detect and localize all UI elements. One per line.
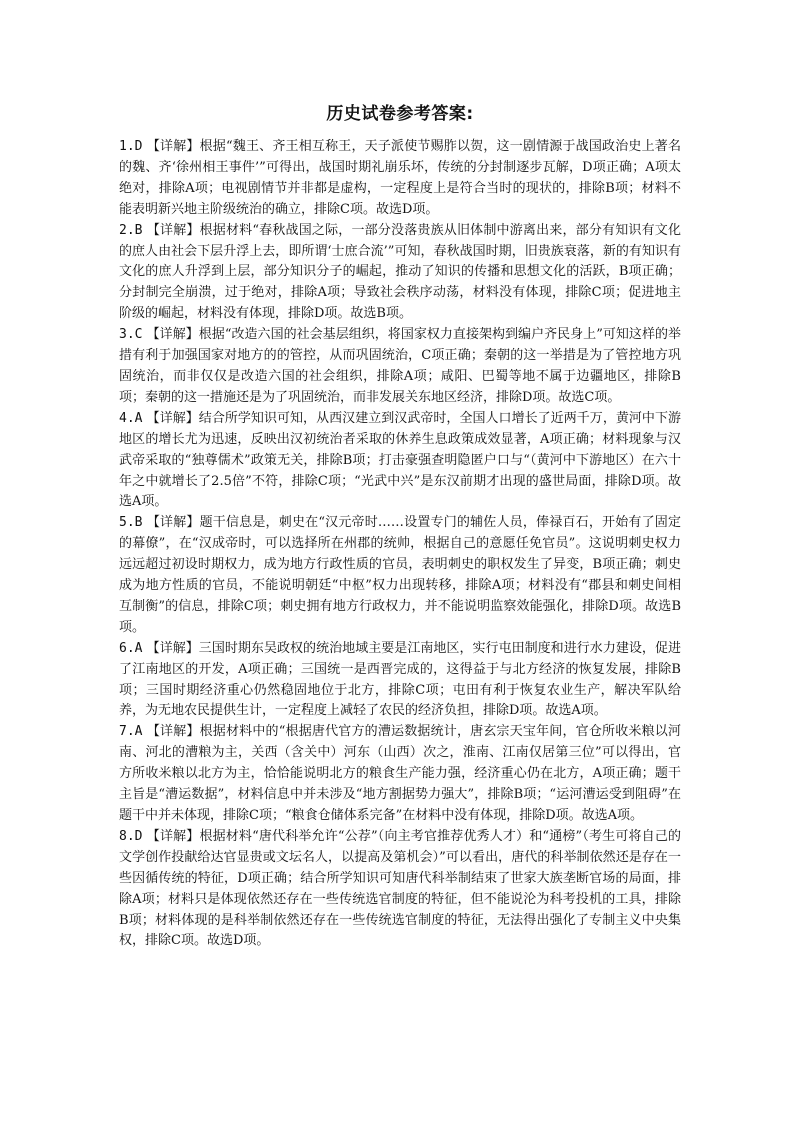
answer-tag: 【详解】	[146, 640, 199, 656]
answer-text: 根据材料中的“根据唐代官方的漕运数据统计，唐玄宗天宝年间，官仓所收米粮以河南、河北的漕粮为主，关西（含关中）河东（山西）次之，淮南、江南仅居第三位”可以得出，官方所收米粮以北方为主，恰恰能说明北方的粮食生产能力强，经济重心仍在北方，A项正确；题干主旨是“漕运数据”，材料信息中并未涉及“地方割据势力强大”，排除B项；“运河漕运受到阻碍”在题干中并未体现，排除C项；“粮食仓储体系完备”在材料中没有体现，排除D项。故选A项。	[119, 724, 681, 823]
answer-item-7	[119, 722, 681, 827]
answer-tag: 【详解】	[146, 327, 199, 343]
answer-tag: 【详解】	[146, 515, 200, 531]
answer-tag: 【详解】	[146, 222, 200, 238]
answer-number: 1.D	[119, 139, 143, 154]
answer-text: 三国时期东吴政权的统治地域主要是江南地区，实行屯田制度和进行水力建设，促进了江南地区的开发，A项正确；三国统一是西晋完成的，这得益于与北方经济的恢复发展，排除B项；三国时期经济重心仍然稳固地位于北方，排除C项；屯田有利于恢复农业生产，解决军队给养，为无地农民提供生计，一定程度上减轻了农民的经济负担，排除D项。故选A项。	[119, 640, 681, 719]
answer-number: 3.C	[119, 327, 143, 343]
answer-tag: 【详解】	[146, 139, 200, 154]
answer-tag: 【详解】	[146, 828, 200, 844]
answer-text: 根据材料“春秋战国之际，一部分没落贵族从旧体制中游离出来，部分有知识有文化的庶人由社会下层升浮上去，即所谓‘士庶合流’”可知，春秋战国时期，旧贵族衰落，新的有知识有文化的庶人升浮到上层，部分知识分子的崛起，推动了知识的传播和思想文化的活跃，B项正确；分封制完全崩溃，过于绝对，排除A项；导致社会秩序动荡，材料没有体现，排除C项；促进地主阶级的崛起，材料没有体现，排除D项。故选B项。	[119, 222, 681, 322]
answer-item-2	[119, 221, 681, 326]
answer-item-6	[119, 639, 681, 723]
answer-number: 5.B	[119, 515, 143, 531]
answer-text: 根据材料“唐代科举允许“公荐”（向主考官推荐优秀人才）和“通榜”（考生可将自己的文学创作投献给达官显贵或文坛名人，以提高及第机会）”可以看出，唐代的科举制依然还是存在一些因循传统的特征，D项正确；结合所学知识可知唐代科举制结束了世家大族垄断官场的局面，排除A项；材料只是体现依然还存在一些传统选官制度的特征，但不能说沦为科考投机的工具，排除B项；材料体现的是科举制依然还存在一些传统选官制度的特征，无法得出强化了专制主义中央集权，排除C项。故选D项。	[119, 828, 681, 949]
answer-text: 根据“魏王、齐王相互称王，天子派使节赐胙以贺，这一剧情源于战国政治史上著名的魏、齐‘徐州相王事件’”可得出，战国时期礼崩乐坏，传统的分封制逐步瓦解，D项正确；A项太绝对，排除A项；电视剧情节并非都是虚构，一定程度上是符合当时的现状的，排除B项；材料不能表明新兴地主阶级统治的确立，排除C项。故选D项。	[119, 139, 681, 217]
answer-item-5	[119, 513, 681, 638]
answer-item-8	[119, 827, 681, 952]
page-title: 历史试卷参考答案:	[326, 104, 474, 124]
answer-tag: 【详解】	[146, 724, 200, 740]
answer-number: 7.A	[119, 724, 143, 740]
answer-number: 2.B	[119, 222, 143, 238]
answer-number: 4.A	[119, 410, 143, 426]
answer-number: 8.D	[119, 828, 143, 844]
answer-item-1	[119, 137, 681, 221]
answer-number: 6.A	[119, 640, 143, 656]
answer-item-3	[119, 325, 681, 409]
answer-sheet	[119, 103, 681, 952]
answer-text: 题干信息是，刺史在“汉元帝时……设置专门的辅佐人员，俸禄百石，开始有了固定的幕僚”，在“汉成帝时，可以选择所在州郡的统帅，根据自己的意愿任免官员”。这说明刺史权力远远超过初设时期权力，成为地方行政性质的官员，表明刺史的职权发生了异变，B项正确；刺史成为地方性质的官员，不能说明朝廷“中枢”权力出现转移，排除A项；材料没有“郡县和刺史间相互制衡”的信息，排除C项；刺史拥有地方行政权力，并不能说明监察效能强化，排除D项。故选B项。	[119, 515, 681, 635]
answer-text: 根据“改造六国的社会基层组织，将国家权力直接架构到编户齐民身上”可知这样的举措有利于加强国家对地方的的管控，从而巩固统治，C项正确；秦朝的这一举措是为了管控地方巩固统治，而非仅仅是改造六国的社会组织，排除A项；咸阳、巴蜀等地不属于边疆地区，排除B项；秦朝的这一措施还是为了巩固统治，而非发展关东地区经济，排除D项。故选C项。	[119, 327, 681, 405]
answer-item-4	[119, 409, 681, 514]
answer-text: 结合所学知识可知，从西汉建立到汉武帝时，全国人口增长了近两千万，黄河中下游地区的增长尤为迅速，反映出汉初统治者采取的休养生息政策成效显著，A项正确；材料现象与汉武帝采取的“独尊儒术”政策无关，排除B项；打击豪强查明隐匿户口与“（黄河中下游地区）在六十年之中就增长了2.5倍”不符，排除C项；“光武中兴”是东汉前期才出现的盛世局面，排除D项。故选A项。	[119, 410, 681, 510]
answer-tag: 【详解】	[146, 410, 199, 426]
